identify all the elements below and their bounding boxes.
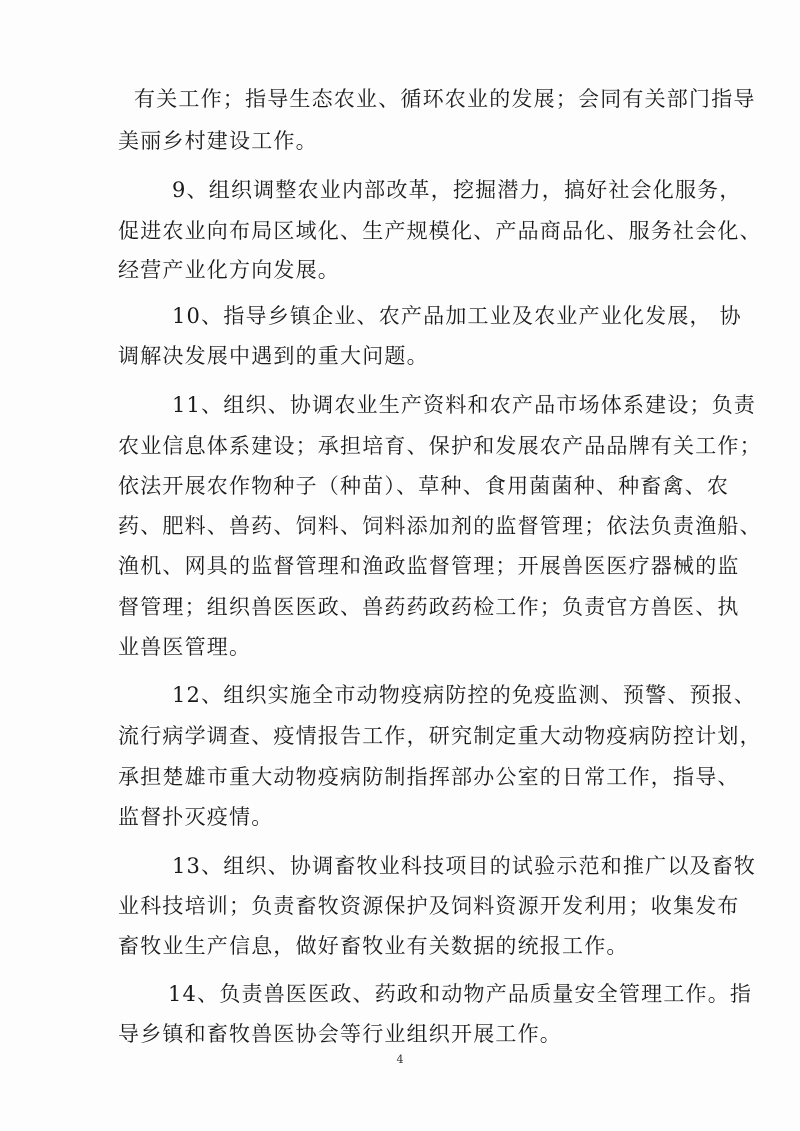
- text-line: 14、负责兽医医政、药政和动物产品质量安全管理工作。指: [168, 982, 753, 1006]
- text-line: 药、肥料、兽药、饲料、饲料添加剂的监督管理；依法负责渔船、: [118, 514, 762, 538]
- text-line: 调解决发展中遇到的重大问题。: [118, 344, 429, 368]
- text-line: 9、组织调整农业内部改革，挖掘潜力，搞好社会化服务，: [172, 178, 742, 202]
- text-line: 畜牧业生产信息，做好畜牧业有关数据的统报工作。: [118, 934, 629, 958]
- text-line: 11、组织、协调农业生产资料和农产品市场体系建设；负责: [172, 393, 757, 417]
- text-line: 业科技培训；负责畜牧资源保护及饲料资源开发利用；收集发布: [118, 894, 740, 918]
- text-line: 业兽医管理。: [118, 635, 252, 659]
- text-line: 督管理；组织兽医医政、兽药药政药检工作；负责官方兽医、执: [118, 595, 740, 619]
- text-line: 监督扑灭疫情。: [118, 805, 274, 829]
- text-line: 流行病学调查、疫情报告工作，研究制定重大动物疫病防控计划，: [118, 724, 762, 748]
- text-line: 12、组织实施全市动物疫病防控的免疫监测、预警、预报、: [172, 683, 757, 707]
- text-line: 有关工作；指导生态农业、循环农业的发展；会同有关部门指导: [134, 87, 756, 111]
- text-line: 经营产业化方向发展。: [118, 258, 340, 282]
- text-line: 美丽乡村建设工作。: [118, 129, 318, 153]
- page-number: 4: [396, 1053, 404, 1066]
- text-line: 依法开展农作物种子（种苗）、草种、食用菌菌种、种畜禽、农: [118, 474, 730, 498]
- text-line: 10、指导乡镇企业、农产品加工业及农业产业化发展， 协: [172, 304, 742, 328]
- text-line: 13、组织、协调畜牧业科技项目的试验示范和推广以及畜牧: [172, 854, 757, 878]
- text-line: 导乡镇和畜牧兽医协会等行业组织开展工作。: [118, 1022, 562, 1046]
- text-line: 农业信息体系建设；承担培育、保护和发展农产品品牌有关工作；: [118, 434, 762, 458]
- text-line: 承担楚雄市重大动物疫病防制指挥部办公室的日常工作，指导、: [118, 765, 740, 789]
- text-line: 渔机、网具的监督管理和渔政监督管理；开展兽医医疗器械的监: [118, 554, 740, 578]
- text-line: 促进农业向布局区域化、生产规模化、产品商品化、服务社会化、: [118, 219, 762, 243]
